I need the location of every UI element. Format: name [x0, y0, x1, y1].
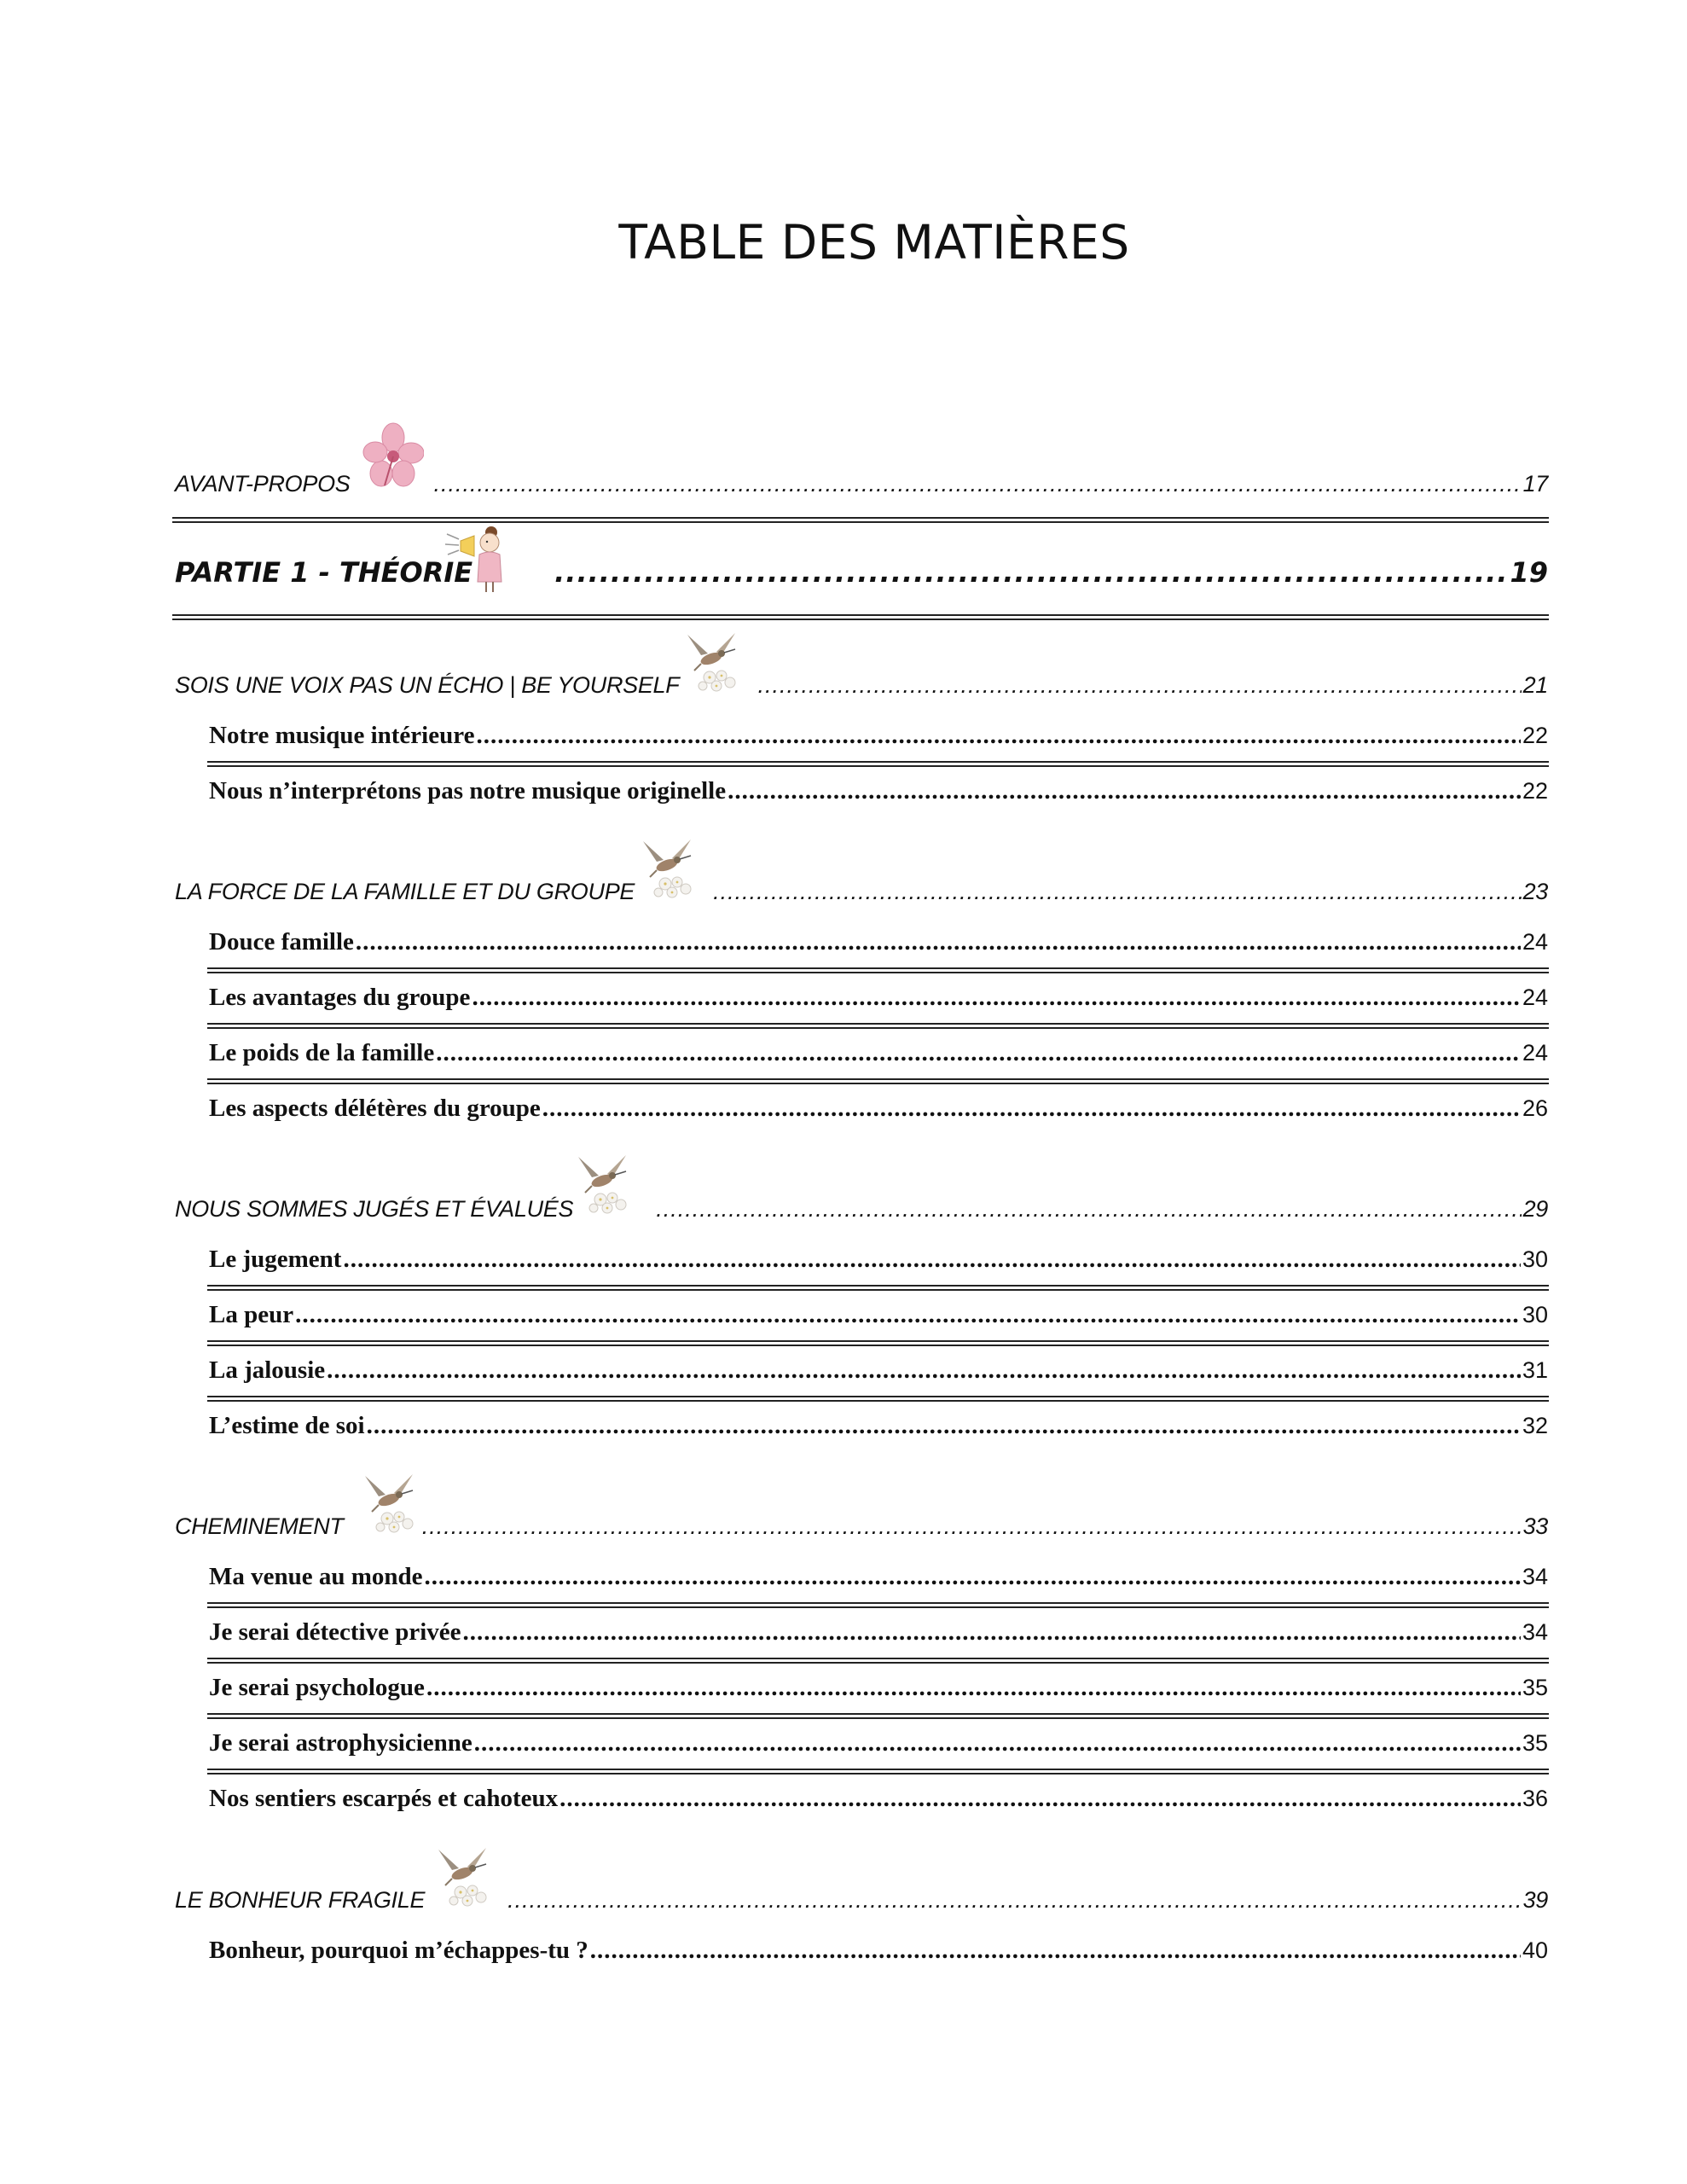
toc-entry-section[interactable] [209, 1095, 1548, 1137]
toc-entry-label: La peur [209, 1301, 294, 1328]
toc-entry-label: LE BONHEUR FRAGILE [175, 1887, 426, 1913]
double-rule [172, 614, 1549, 620]
toc-entry-page: 35 [1522, 1675, 1548, 1700]
page-title: TABLE DES MATIÈRES [618, 215, 1130, 270]
toc-entry-label: SOIS UNE VOIX PAS UN ÉCHO | BE YOURSELF [175, 672, 680, 698]
toc-entry-page: 21 [1522, 672, 1548, 698]
leader-dots [656, 1196, 1521, 1223]
toc-entry-label: Bonheur, pourquoi m’échappes-tu ? [209, 1937, 588, 1964]
hummingbird-flowers-icon [360, 1472, 423, 1536]
toc-entry-label: PARTIE 1 - THÉORIE [175, 556, 473, 589]
toc-entry-page: 17 [1522, 471, 1548, 497]
toc-entry-page: 32 [1522, 1413, 1548, 1438]
leader-dots [463, 1618, 1521, 1647]
toc-entry-page: 35 [1522, 1730, 1548, 1756]
leader-dots [422, 1513, 1522, 1540]
hummingbird-flowers-icon [573, 1153, 636, 1217]
double-rule [172, 517, 1549, 523]
toc-entry-label: La jalousie [209, 1356, 326, 1384]
toc-entry-chapter[interactable] [175, 879, 1548, 921]
toc-entry-page: 26 [1522, 1095, 1548, 1121]
toc-entry-label: AVANT-PROPOS [175, 471, 351, 497]
leader-dots [327, 1356, 1521, 1385]
double-rule [207, 967, 1549, 973]
double-rule [207, 1658, 1549, 1664]
leader-dots [542, 1095, 1521, 1123]
leader-dots [343, 1246, 1521, 1274]
toc-entry-label: Le jugement [209, 1246, 342, 1273]
double-rule [207, 1396, 1549, 1402]
double-rule [207, 761, 1549, 767]
double-rule [207, 1769, 1549, 1774]
hummingbird-flowers-icon [682, 631, 745, 694]
toc-entry-page: 33 [1522, 1513, 1548, 1539]
toc-entry-label: NOUS SOMMES JUGÉS ET ÉVALUÉS [175, 1196, 574, 1222]
toc-entry-label: Nos sentiers escarpés et cahoteux [209, 1785, 559, 1812]
toc-entry-label: Douce famille [209, 928, 354, 956]
toc-entry-chapter[interactable] [175, 1887, 1548, 1930]
hibiscus-flower-icon [362, 422, 424, 491]
toc-entry-page: 34 [1522, 1619, 1548, 1645]
toc-entry-page: 30 [1522, 1246, 1548, 1272]
double-rule [207, 1078, 1549, 1084]
leader-dots [728, 777, 1521, 805]
toc-entry-section[interactable] [209, 1785, 1548, 1827]
double-rule [207, 1602, 1549, 1608]
toc-entry-section[interactable] [209, 1301, 1548, 1344]
toc-entry-label: Je serai détective privée [209, 1618, 461, 1646]
double-rule [207, 1340, 1549, 1346]
toc-entry-section[interactable] [209, 928, 1548, 971]
leader-dots [476, 722, 1521, 750]
leader-dots [590, 1937, 1521, 1965]
leader-dots [356, 928, 1521, 956]
double-rule [207, 1713, 1549, 1719]
leader-dots [507, 1887, 1521, 1914]
toc-entry-page: 36 [1522, 1786, 1548, 1811]
toc-entry-page: 23 [1522, 879, 1548, 904]
leader-dots [426, 1674, 1521, 1702]
toc-entry-page: 24 [1522, 1040, 1548, 1066]
toc-entry-label: Les aspects délétères du groupe [209, 1095, 541, 1122]
leader-dots [559, 1785, 1521, 1813]
toc-entry-label: Notre musique intérieure [209, 722, 475, 749]
double-rule [207, 1285, 1549, 1291]
toc-entry-label: Nous n’interprétons pas notre musique originelle [209, 777, 727, 804]
hummingbird-flowers-icon [433, 1846, 496, 1909]
leader-dots [425, 1563, 1521, 1591]
toc-entry-section[interactable] [209, 1618, 1548, 1661]
toc-entry-section[interactable] [209, 777, 1548, 820]
toc-entry-label: L’estime de soi [209, 1412, 365, 1439]
toc-entry-section[interactable] [209, 1729, 1548, 1772]
toc-entry-partie-1[interactable] [175, 556, 1548, 607]
leader-dots [433, 471, 1521, 497]
toc-entry-section[interactable] [209, 1937, 1548, 1979]
toc-entry-label: CHEMINEMENT [175, 1513, 344, 1539]
toc-entry-label: Le poids de la famille [209, 1039, 435, 1066]
toc-entry-section[interactable] [209, 1674, 1548, 1716]
hummingbird-flowers-icon [638, 838, 701, 901]
leader-dots [436, 1039, 1521, 1067]
toc-entry-chapter[interactable] [175, 672, 1548, 715]
toc-entry-chapter[interactable] [175, 1196, 1548, 1239]
toc-entry-label: Je serai psychologue [209, 1674, 425, 1701]
leader-dots [472, 984, 1521, 1012]
toc-entry-page: 24 [1522, 929, 1548, 955]
toc-entry-page: 29 [1522, 1196, 1548, 1222]
leader-dots [713, 879, 1521, 905]
leader-dots [474, 1729, 1521, 1757]
toc-entry-page: 22 [1522, 723, 1548, 748]
leader-dots [554, 556, 1508, 589]
toc-entry-label: Je serai astrophysicienne [209, 1729, 472, 1757]
toc-entry-label: Les avantages du groupe [209, 984, 471, 1011]
toc-entry-page: 39 [1522, 1887, 1548, 1913]
toc-entry-page: 24 [1522, 985, 1548, 1010]
toc-entry-section[interactable] [209, 1039, 1548, 1082]
toc-entry-section[interactable] [209, 1412, 1548, 1455]
leader-dots [757, 672, 1521, 699]
toc-entry-page: 31 [1522, 1357, 1548, 1383]
toc-entry-page: 30 [1522, 1302, 1548, 1327]
double-rule [207, 1023, 1549, 1029]
leader-dots [295, 1301, 1521, 1329]
toc-entry-section[interactable] [209, 984, 1548, 1026]
leader-dots [367, 1412, 1521, 1440]
toc-entry-section[interactable] [209, 1356, 1548, 1399]
toc-entry-page: 40 [1522, 1937, 1548, 1963]
girl-megaphone-icon [443, 522, 513, 595]
toc-entry-label: LA FORCE DE LA FAMILLE ET DU GROUPE [175, 879, 635, 904]
toc-entry-page: 22 [1522, 778, 1548, 804]
toc-entry-page: 19 [1510, 556, 1548, 589]
toc-entry-page: 34 [1522, 1564, 1548, 1589]
toc-entry-section[interactable] [209, 722, 1548, 764]
toc-entry-section[interactable] [209, 1246, 1548, 1288]
toc-entry-label: Ma venue au monde [209, 1563, 423, 1590]
toc-entry-section[interactable] [209, 1563, 1548, 1606]
